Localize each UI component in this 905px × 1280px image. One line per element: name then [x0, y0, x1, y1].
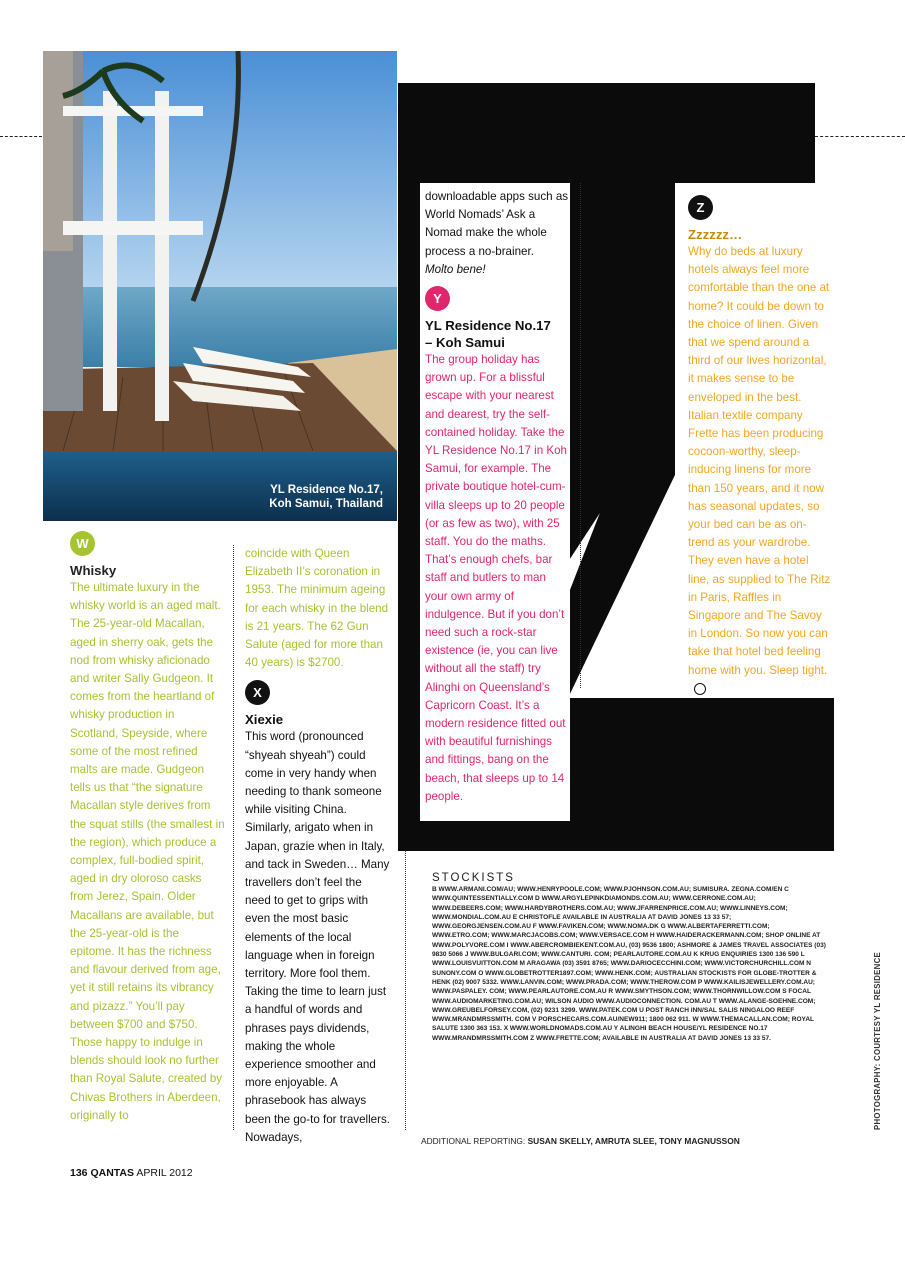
yl-heading — [425, 317, 569, 351]
badge-y: Y — [425, 286, 450, 311]
stockists-title: STOCKISTS — [432, 872, 515, 884]
badge-z: Z — [688, 195, 713, 220]
additional-reporting — [421, 1136, 740, 1146]
zzz-column — [688, 195, 832, 698]
hero-photo — [43, 51, 397, 521]
whisky-heading: Whisky — [70, 563, 117, 578]
whisky-body: The ultimate luxury in the whisky world is an aged malt. The 25-year-old Macallan, aged in sherry oak, gets the nod from whisky aficionado and writer Sally Gudgeon. It comes from the heartland of whisky production in Scotland, Speyside, where some of the most refined malts are made. Gudgeon tells us that “the signature Macallan style derives from the squat stills (the smallest in the region), which produce a complex, full-bodied spirit, aged in dry oloroso casks from Jerez, Spain. Older Macallans are available, but the 25-year-old is the epitome. It has the richness and flavour derived from age, yet it still retains its vibrancy and pizazz.” You’ll pay between $700 and $750. Those happy to indulge in blends should look no further than Royal Salute, created by Chivas Brothers in Aberdeen, originally to — [70, 581, 225, 1122]
badge-w: W — [70, 531, 95, 556]
yl-body: The group holiday has grown up. For a blissful escape with your nearest and dearest, try the self-contained holiday. Take the YL Residence No.17 in Koh Samui, for example. The private boutique hotel-cum-villa sleeps up to 20 people (or as few as two), with 25 staff. You do the maths. That’s enough chefs, bar staff and butlers to man your own army of indulgence. But if you don’t need such a rock-star existence (ie, you can live without all the staff) try Alinghi on Queensland’s Capricorn Coast. It’s a modern residence fitted out with beautiful furnishings and fittings, bang on the beach, that sleeps up to 14 people. — [425, 353, 568, 803]
whisky-column — [70, 531, 225, 1125]
stockists-block — [432, 872, 826, 1043]
xiexie-closing: Molto bene! — [425, 262, 486, 276]
xiexie-continued: downloadable apps such as World Nomads’ Ask a Nomad make the whole process a no-brainer. — [425, 190, 569, 258]
xiexie-column — [245, 545, 390, 1147]
caption-line-2: Koh Samui, Thailand — [269, 498, 383, 510]
dashed-rule-left — [0, 136, 42, 137]
issue-date: APRIL 2012 — [136, 1167, 193, 1179]
yl-heading-line-1: YL Residence No.17 — [425, 318, 551, 334]
xiexie-body: This word (pronounced “shyeah shyeah”) could come in very handy when needing to thank someone while visiting China. Similarly, arigato when in Japan, grazie when in Italy, and tack in Sweden… Many travellers don’t feel the need to get to grips with even the most basic elements of the local language when in foreign territory. More fool them. Taking the time to learn just a handful of words and phrases pays dividends, making the whole experience smoother and more enjoyable. A phrasebook has always been the go-to for travellers. Nowadays, — [245, 730, 391, 1144]
page-number: 136 — [70, 1167, 88, 1179]
yl-column — [425, 188, 569, 806]
whisky-body-continued: coincide with Queen Elizabeth II’s coronation in 1953. The minimum ageing for each whisky in the blend is 21 years. The 62 Gun Salute (aged for more than 40 years) is $2700. — [245, 547, 389, 670]
yl-heading-line-2: – Koh Samui — [425, 335, 505, 351]
zzz-body — [688, 243, 832, 698]
additional-label: ADDITIONAL REPORTING: — [421, 1136, 526, 1146]
column-divider-3 — [580, 183, 581, 688]
column-divider-2 — [405, 850, 406, 1130]
caption-line-1: YL Residence No.17, — [270, 484, 383, 496]
globe-end-icon — [694, 683, 706, 695]
stockists-text: B WWW.ARMANI.COM/AU; WWW.HENRYPOOLE.COM; WWW.PJOHNSON.COM.AU; SUMISURA. ZEGNA.COM/EN C WWW.QUINTESSENTIALLY.COM D WWW.ARGYLEPINKDIAMONDS.COM.AU; WWW.CERRONE.COM.AU; WWW.DEBEERS.COM; WWW.HARDYBROTHERS.COM.AU; WWW.JFARRENPRICE.COM.AU; WWW.LINNEYS.COM; WWW.MONDIAL.COM.AU E CHRISTOFLE AVAILABLE IN AUSTRALIA AT DAVID JONES 13 33 57; WWW.GEORGJENSEN.COM.AU F WWW.FAVIKEN.COM; WWW.NOMA.DK G WWW.ALBERTAFERRETTI.COM; WWW.ETRO.COM; WWW.MARCJACOBS.COM; WWW.VERSACE.COM H WWW.HAIDERACKERMANN.COM; SHOP ONLINE AT WWW.POLYVORE.COM I WWW.ABERCROMBIEKENT.COM.AU, (03) 9536 1800; ASHMORE & JAMES TRAVEL ASSOCIATES (03) 9830 5066 J WWW.BULGARI.COM; WWW.CANTURI. COM; PEARLAUTORE.COM.AU K KRUG ENQUIRIES 1300 136 590 L WWW.LOUISVUITTON.COM M ARAGAWA (03) 3591 8765; WWW.DARIOCECCHINI.COM; WWW.VICTORCHURCHILL.COM N SUNONY.COM O WWW.GLOBETROTTER1897.COM; WWW.HENK.COM; AUSTRALIAN STOCKISTS FOR GLOBE-TROTTER & HENK (02) 9007 5332. WWW.LANVIN.COM; WWW.PRADA.COM; WWW.THEROW.COM P WWW.KAILISJEWELLERY.COM.AU; WWW.PASPALEY. COM; WWW.PEARLAUTORE.COM.AU R WWW.SMYTHSON.COM; WWW.THORNWILLOW.COM S FOCAL WWW.AUDIOMARKETING.COM.AU; WILSON AUDIO WWW.AUDIOCONNECTION. COM.AU T WWW.ALANGE-SOEHNE.COM; WWW.GREUBELFORSEY.COM, (02) 9231 3299. WWW.PATEK.COM U POST RANCH INN/SAL SALIS NINGALOO REEF WWW.MRANDMRSSMITH. COM V PORSCHECARS.COM.AU/NEW911; 1800 062 911. W WWW.THEMACALLAN.COM; ROYAL SALUTE 1300 363 153. X WWW.WORLDNOMADS.COM.AU Y ALINGHI BEACH HOUSE/YL RESIDENCE NO.17 WWW.MRANDMRSSMITH.COM Z WWW.FRETTE.COM; AVAILABLE IN AUSTRALIA AT DAVID JONES 13 33 57. — [432, 886, 826, 1042]
column-divider-1 — [233, 545, 234, 1130]
badge-x: X — [245, 680, 270, 705]
resort-pool-image — [43, 51, 397, 521]
xiexie-heading: Xiexie — [245, 712, 284, 728]
zzz-heading: Zzzzzz… — [688, 227, 743, 242]
magazine-name: QANTAS — [90, 1167, 135, 1179]
photo-caption — [269, 483, 383, 511]
page-folio — [70, 1167, 193, 1179]
additional-names: SUSAN SKELLY, AMRUTA SLEE, TONY MAGNUSSON — [527, 1136, 740, 1146]
zzz-body-text: Why do beds at luxury hotels always feel more comfortable than the one at home? It could be down to the choice of linen. Given that we spend around a third of our lives horizontal, it makes sense to be enveloped in the best. Italian textile company Frette has been producing cocoon-worthy, sleep-inducing linens for more than 150 years, and it now has seasonal updates, so your bed can be as on-trend as your wardrobe. They even have a hotel line, as supplied to The Ritz in Paris, Raffles in Singapore and The Savoy in London. So now you can take that hotel bed feeling home with you. Sleep tight. — [688, 245, 831, 677]
photo-credit-text: PHOTOGRAPHY: COURTESY YL RESIDENCE — [873, 951, 882, 1130]
